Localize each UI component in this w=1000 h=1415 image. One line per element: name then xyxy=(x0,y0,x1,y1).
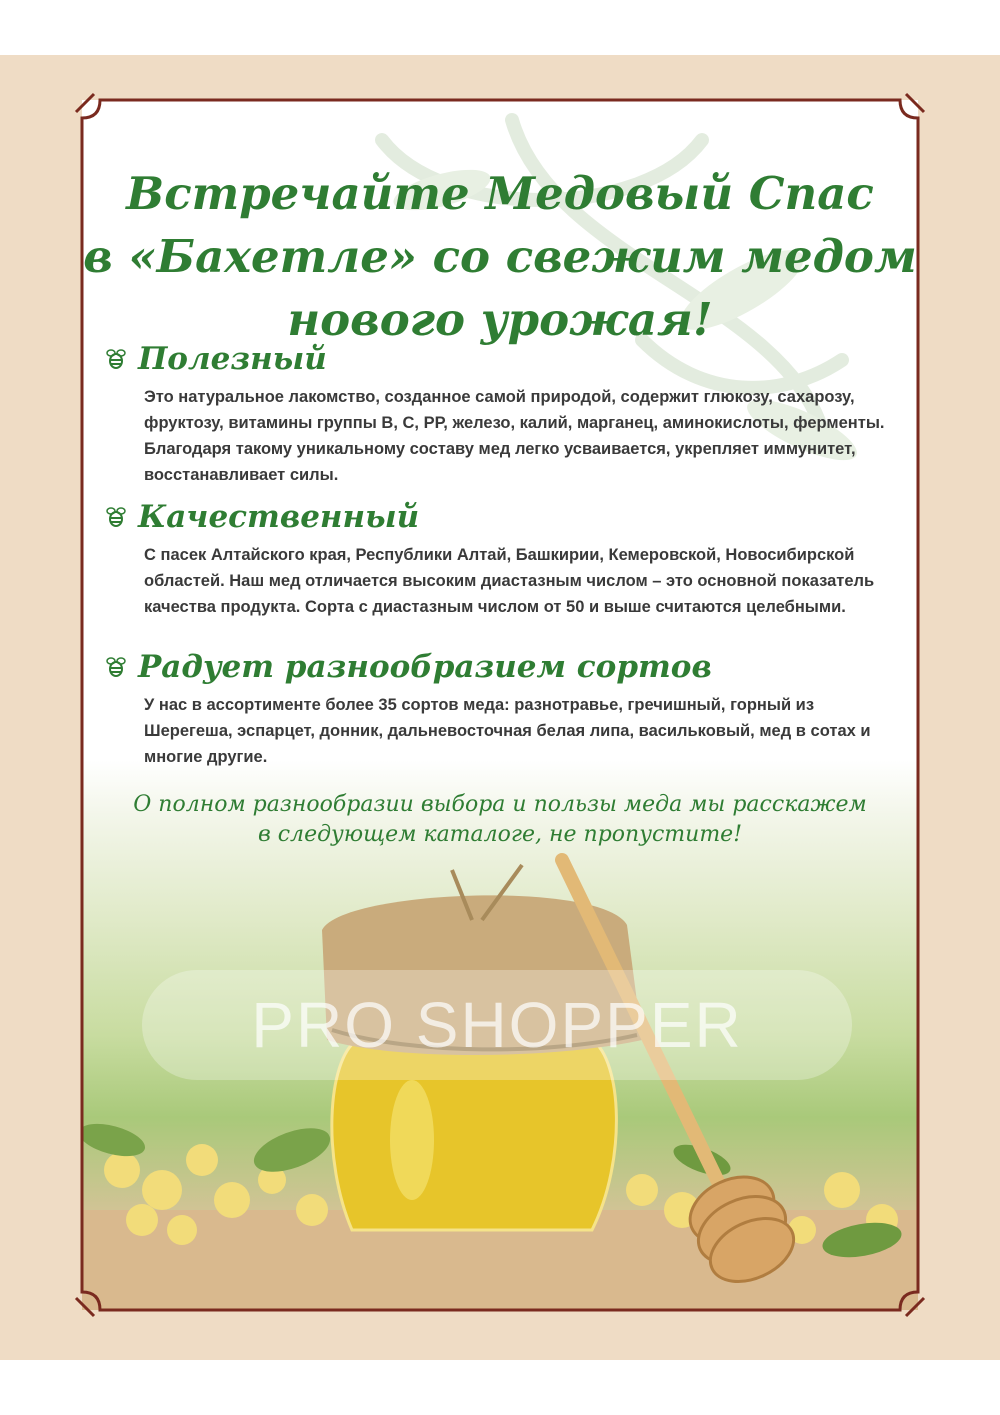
section-heading-text: Радует разнообразием сортов xyxy=(138,649,712,685)
watermark-text: PRO SHOPPER xyxy=(142,970,852,1080)
section-heading-text: Качественный xyxy=(138,499,420,535)
section-body-text: С пасек Алтайского края, Республики Алтай, Башкирии, Кемеровской, Новосибирской областей. Наш мед отличается высоким диастазным числом – это основной показатель качества продукта. Сорта с диастазным числом от 50 и выше считаются целебными. xyxy=(144,546,875,616)
section-heading-text: Полезный xyxy=(138,341,327,377)
headline-line-3: нового урожая! xyxy=(287,293,713,346)
poster-card xyxy=(82,100,918,1310)
section-heading xyxy=(104,648,894,686)
section-body-text: У нас в ассортименте более 35 сортов меда: разнотравье, гречишный, горный из Шерегеша, эспарцет, донник, дальневосточная белая липа, васильковый, мед в сотах и многие другие. xyxy=(144,696,871,766)
poster-headline xyxy=(82,162,918,351)
bee-icon xyxy=(104,505,128,529)
footer-note-line-2: в следующем каталоге, не пропустите! xyxy=(257,822,743,847)
headline-line-2: в «Бахетле» со свежим медом xyxy=(83,230,917,283)
section-body-text: Это натуральное лакомство, созданное самой природой, содержит глюкозу, сахарозу, фруктозу, витамины группы В, С, РР, железо, калий, марганец, аминокислоты, ферменты. Благодаря такому уникальному составу мед легко усваивается, укрепляет иммунитет, восстанавливает силы. xyxy=(144,388,885,484)
bee-icon xyxy=(104,655,128,679)
headline-line-1: Встречайте Медовый Спас xyxy=(126,167,874,220)
footer-note-line-1: О полном разнообразии выбора и пользы меда мы расскажем xyxy=(133,792,867,817)
section-variety xyxy=(104,648,894,770)
section-heading xyxy=(104,498,894,536)
section-useful xyxy=(104,340,894,488)
section-heading xyxy=(104,340,894,378)
footer-note xyxy=(82,790,918,850)
bee-icon xyxy=(104,347,128,371)
section-quality xyxy=(104,498,894,620)
